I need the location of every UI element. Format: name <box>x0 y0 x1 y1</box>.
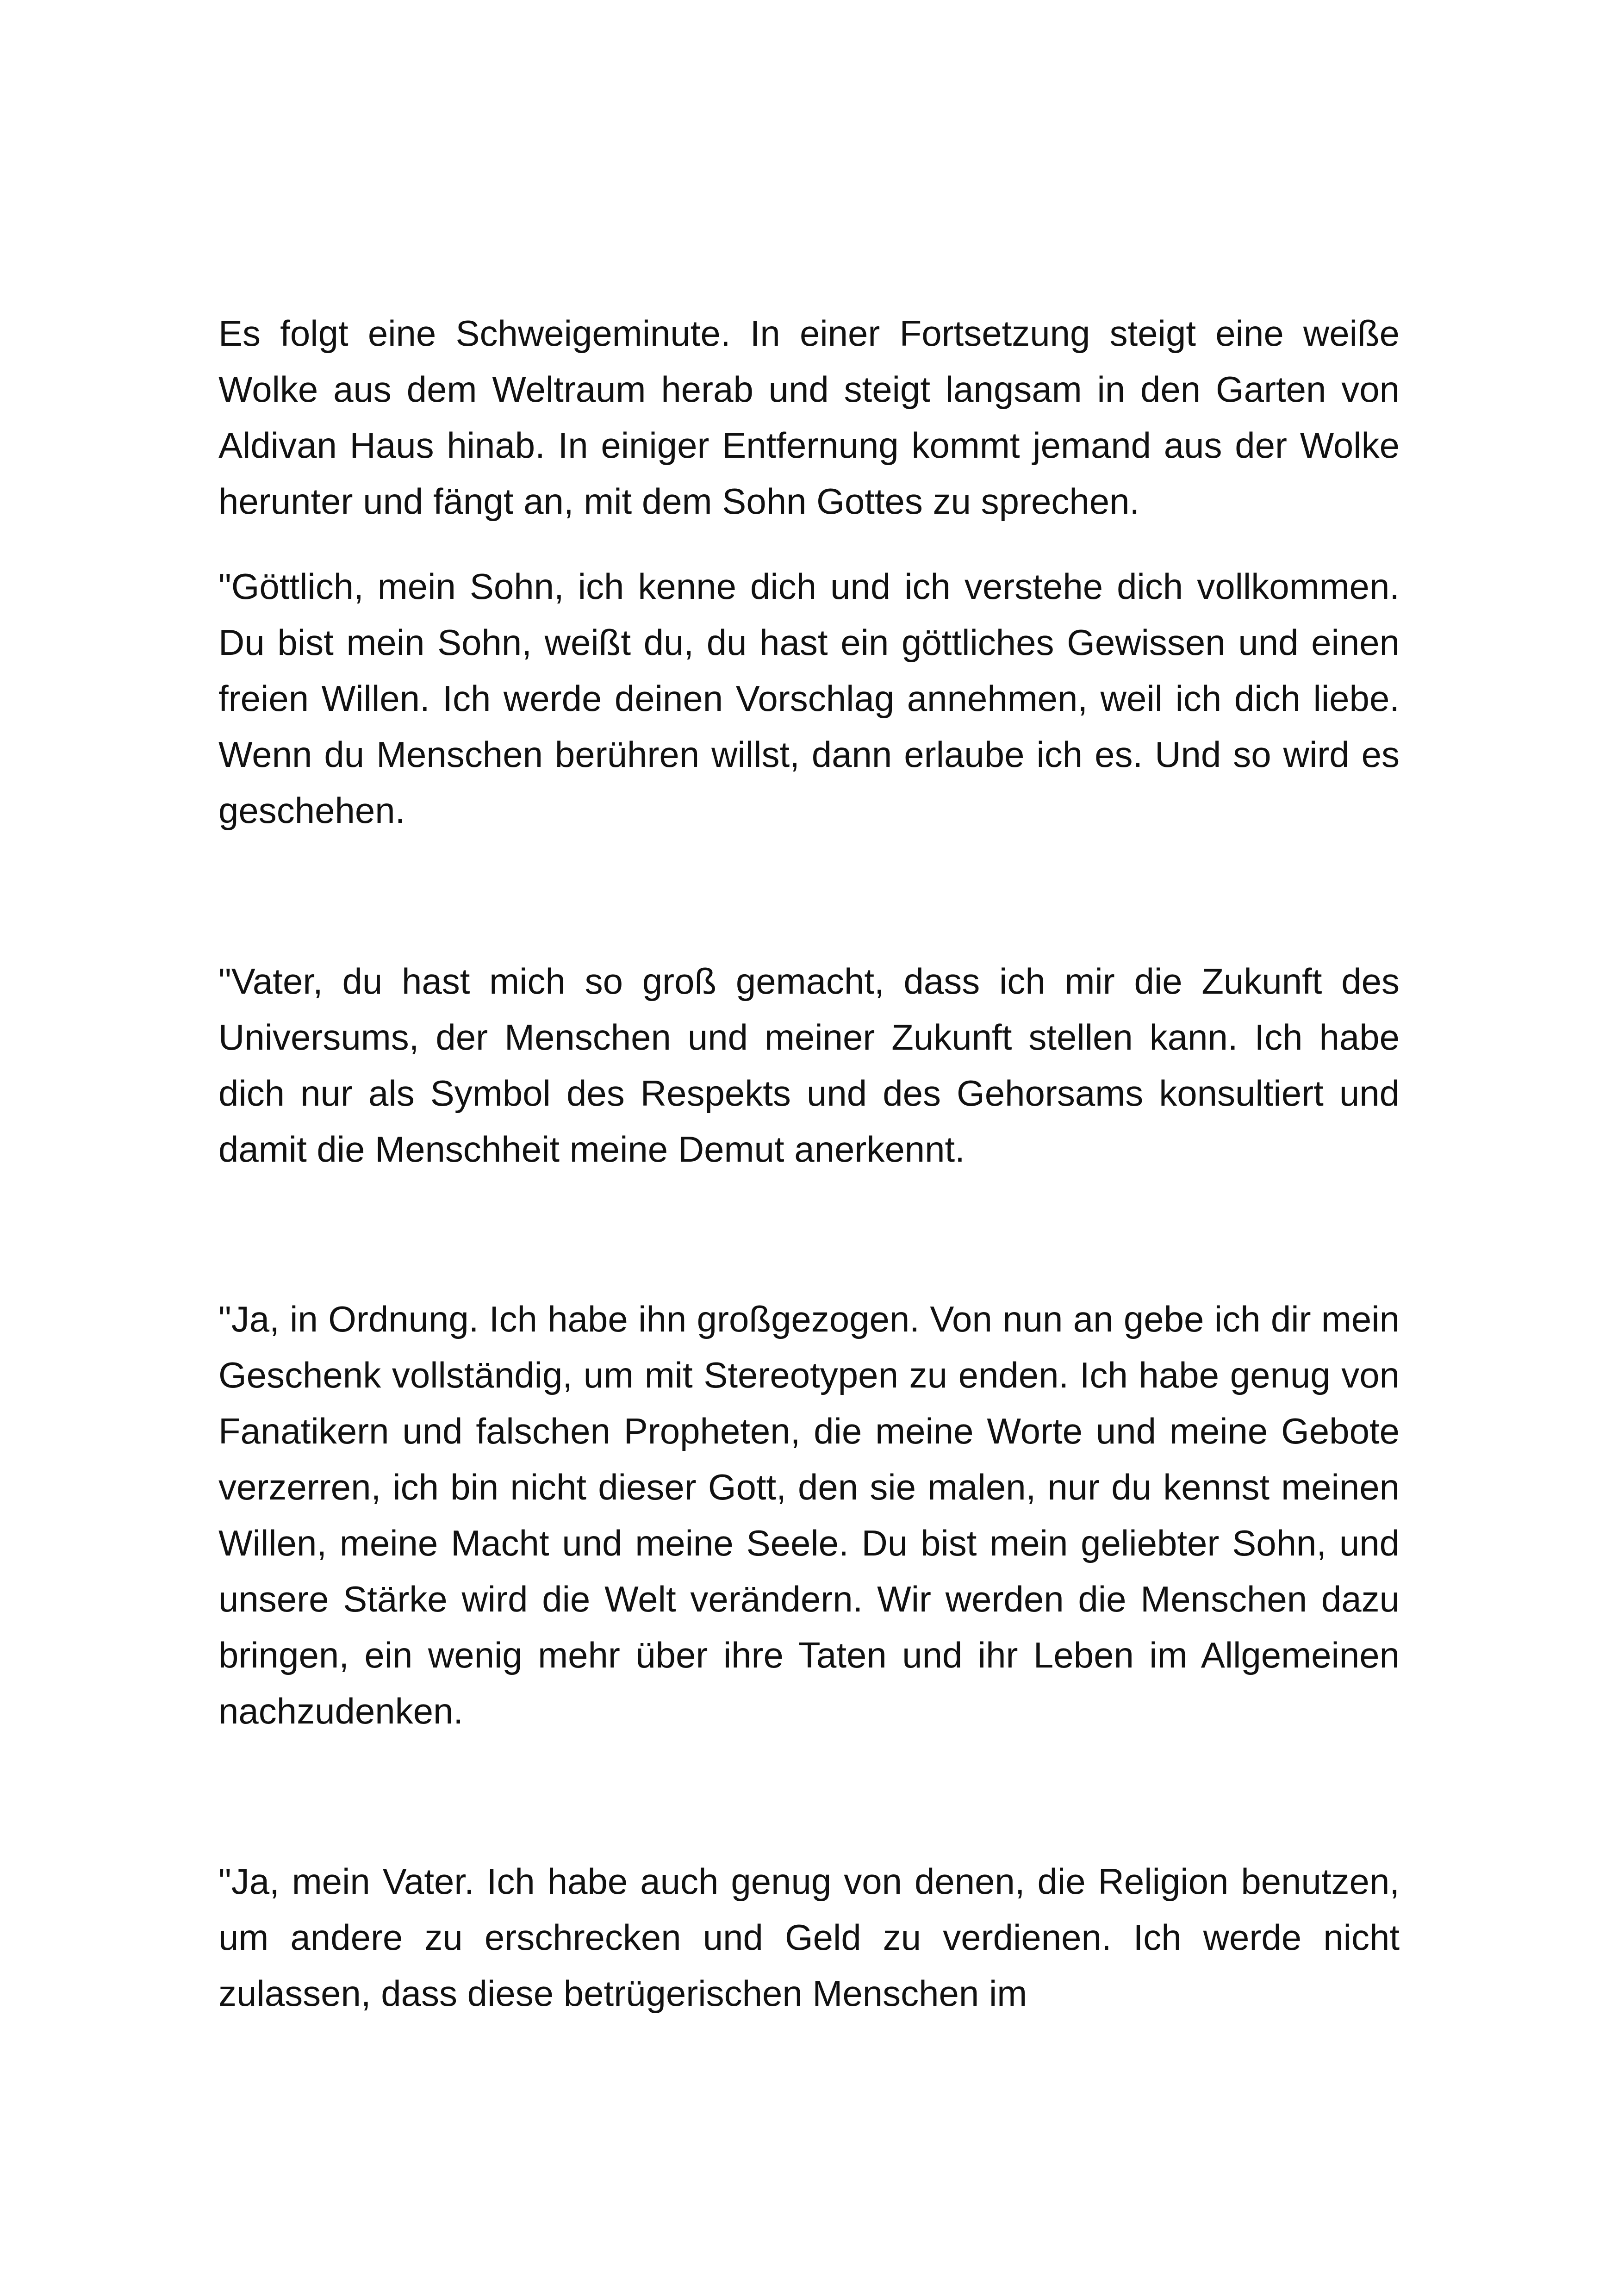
paragraph-4: "Ja, in Ordnung. Ich habe ihn großgezogen. Von nun an gebe ich dir mein Geschenk vollständig, um mit Stereotypen zu enden. Ich habe genug von Fanatikern und falschen Propheten, die meine Worte und meine Gebote verzerren, ich bin nicht dieser Gott, den sie malen, nur du kennst meinen Willen, meine Macht und meine Seele. Du bist mein geliebter Sohn, und unsere Stärke wird die Welt verändern. Wir werden die Menschen dazu bringen, ein wenig mehr über ihre Taten und ihr Leben im Allgemeinen nachzudenken. <box>218 1299 1400 1731</box>
paragraph-1: Es folgt eine Schweigeminute. In einer Fortsetzung steigt eine weiße Wolke aus dem Weltraum herab und steigt langsam in den Garten von Aldivan Haus hinab. In einiger Entfernung kommt jemand aus der Wolke herunter und fängt an, mit dem Sohn Gottes zu sprechen. <box>218 313 1400 522</box>
paragraph-3: "Vater, du hast mich so groß gemacht, dass ich mir die Zukunft des Universums, der Menschen und meiner Zukunft stellen kann. Ich habe dich nur als Symbol des Respekts und des Gehorsams konsultiert und damit die Menschheit meine Demut anerkennt. <box>218 961 1400 1170</box>
paragraph-5: "Ja, mein Vater. Ich habe auch genug von denen, die Religion benutzen, um andere zu erschrecken und Geld zu verdienen. Ich werde nicht zulassen, dass diese betrügerischen Menschen im <box>218 1861 1400 2014</box>
paragraph-2: "Göttlich, mein Sohn, ich kenne dich und ich verstehe dich vollkommen. Du bist mein Sohn, weißt du, du hast ein göttliches Gewissen und einen freien Willen. Ich werde deinen Vorschlag annehmen, weil ich dich liebe. Wenn du Menschen berühren willst, dann erlaube ich es. Und so wird es geschehen. <box>218 566 1400 831</box>
